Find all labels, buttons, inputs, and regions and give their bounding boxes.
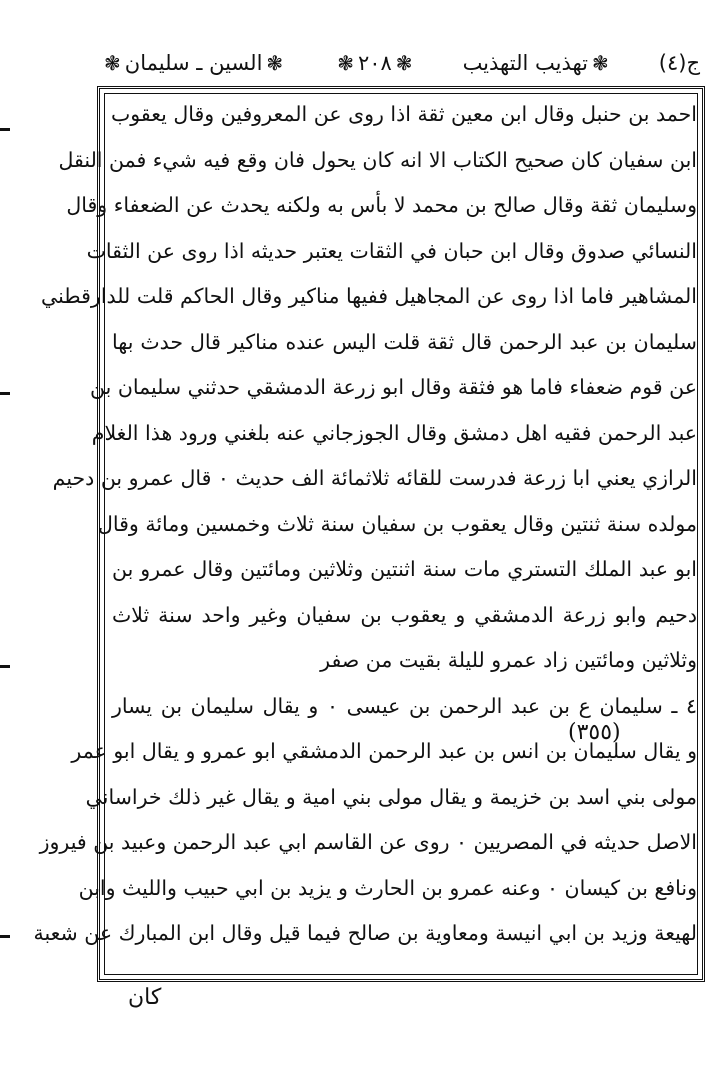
margin-mark: [0, 665, 10, 668]
text-line: احمد بن حنبل وقال ابن معين ثقة اذا روى عن المعروفين وقال يعقوب: [110, 102, 697, 126]
text-line: مولده سنة ثنتين وقال يعقوب بن سفيان سنة ثلاث وخمسين ومائة وقال: [97, 511, 697, 536]
text-line: المشاهير فاما اذا روى عن المجاهيل ففيها مناكير وقال الحاكم قلت للدارقطني: [41, 284, 697, 308]
text-line: ابن سفيان كان صحيح الكتاب الا انه كان يحول فان وقع فيه شيء فمن النقل: [58, 147, 697, 172]
text-line: دحيم وابو زرعة الدمشقي و يعقوب بن سفيان وغير واحد سنة ثلاث: [112, 602, 697, 627]
section-title-text: السين ـ سليمان: [124, 51, 263, 75]
text-line: عن قوم ضعفاء فاما هو فثقة وقال ابو زرعة الدمشقي حدثني سليمان بن: [90, 375, 697, 399]
text-line: النسائي صدوق وقال ابن حبان في الثقات يعتبر حديثه اذا روى عن الثقات: [86, 238, 697, 263]
margin-mark: [0, 392, 10, 395]
ornament-icon: ❃: [592, 51, 609, 75]
text-line: ونافع بن كيسان ٠ وعنه عمرو بن الحارث و يزيد بن ابي حبيب والليث وابن: [78, 875, 697, 900]
text-line: الرازي يعني ابا زرعة فدرست للقائه ثلاثمائة الف حديث ٠ قال عمرو بن دحيم: [52, 466, 697, 490]
book-title-text: تهذيب التهذيب: [462, 51, 588, 75]
text-line: ابو عبد الملك التستري مات سنة اثنتين وثلاثين ومائتين وقال عمرو بن: [112, 557, 697, 581]
ornament-icon: ❃: [266, 51, 284, 75]
text-line: سليمان بن عبد الرحمن قال ثقة قلت اليس عنده مناكير قال حدث بها: [112, 329, 697, 354]
volume-label: ج(٤): [658, 51, 700, 75]
margin-mark: [0, 128, 10, 131]
text-line: لهيعة وزيد بن ابي انيسة ومعاوية بن صالح فيما قيل وقال ابن المبارك عن شعبة: [33, 921, 697, 945]
ornament-icon: ❃: [104, 51, 121, 75]
page-number: [333, 51, 416, 75]
entry-number: (٣٥٥): [568, 720, 621, 745]
book-title: [463, 51, 613, 75]
running-header: [100, 40, 700, 86]
text-line: ٤ ـ سليمان ع بن عبد الرحمن بن عيسى ٠ و يقال سليمان بن يسار: [112, 693, 697, 718]
ornament-icon: ❃: [337, 51, 354, 75]
margin-mark: [0, 935, 10, 938]
ornament-icon: ❃: [395, 51, 413, 75]
section-title: [100, 51, 287, 75]
text-line: عبد الرحمن فقيه اهل دمشق وقال الجوزجاني عنه بلغني ورود هذا الغلام: [91, 420, 697, 445]
text-line: الاصل حديثه في المصريين ٠ روى عن القاسم ابي عبد الرحمن وعبيد بن فيروز: [39, 830, 697, 854]
text-line: وثلاثين ومائتين زاد عمرو لليلة بقيت من صفر: [320, 648, 697, 672]
text-line: وسليمان ثقة وقال صالح بن محمد لا بأس به ولكنه يحدث عن الضعفاء وقال: [66, 193, 697, 217]
catchword: كان: [128, 985, 162, 1010]
text-line: مولى بني اسد بن خزيمة و يقال مولى بني امية و يقال غير ذلك خراساني: [85, 784, 697, 809]
text-line: و يقال سليمان بن انس بن عبد الرحمن الدمشقي ابو عمرو و يقال ابو عمر: [71, 739, 697, 763]
page-number-text: ٢٠٨: [357, 51, 392, 75]
body-text: [33, 92, 697, 957]
